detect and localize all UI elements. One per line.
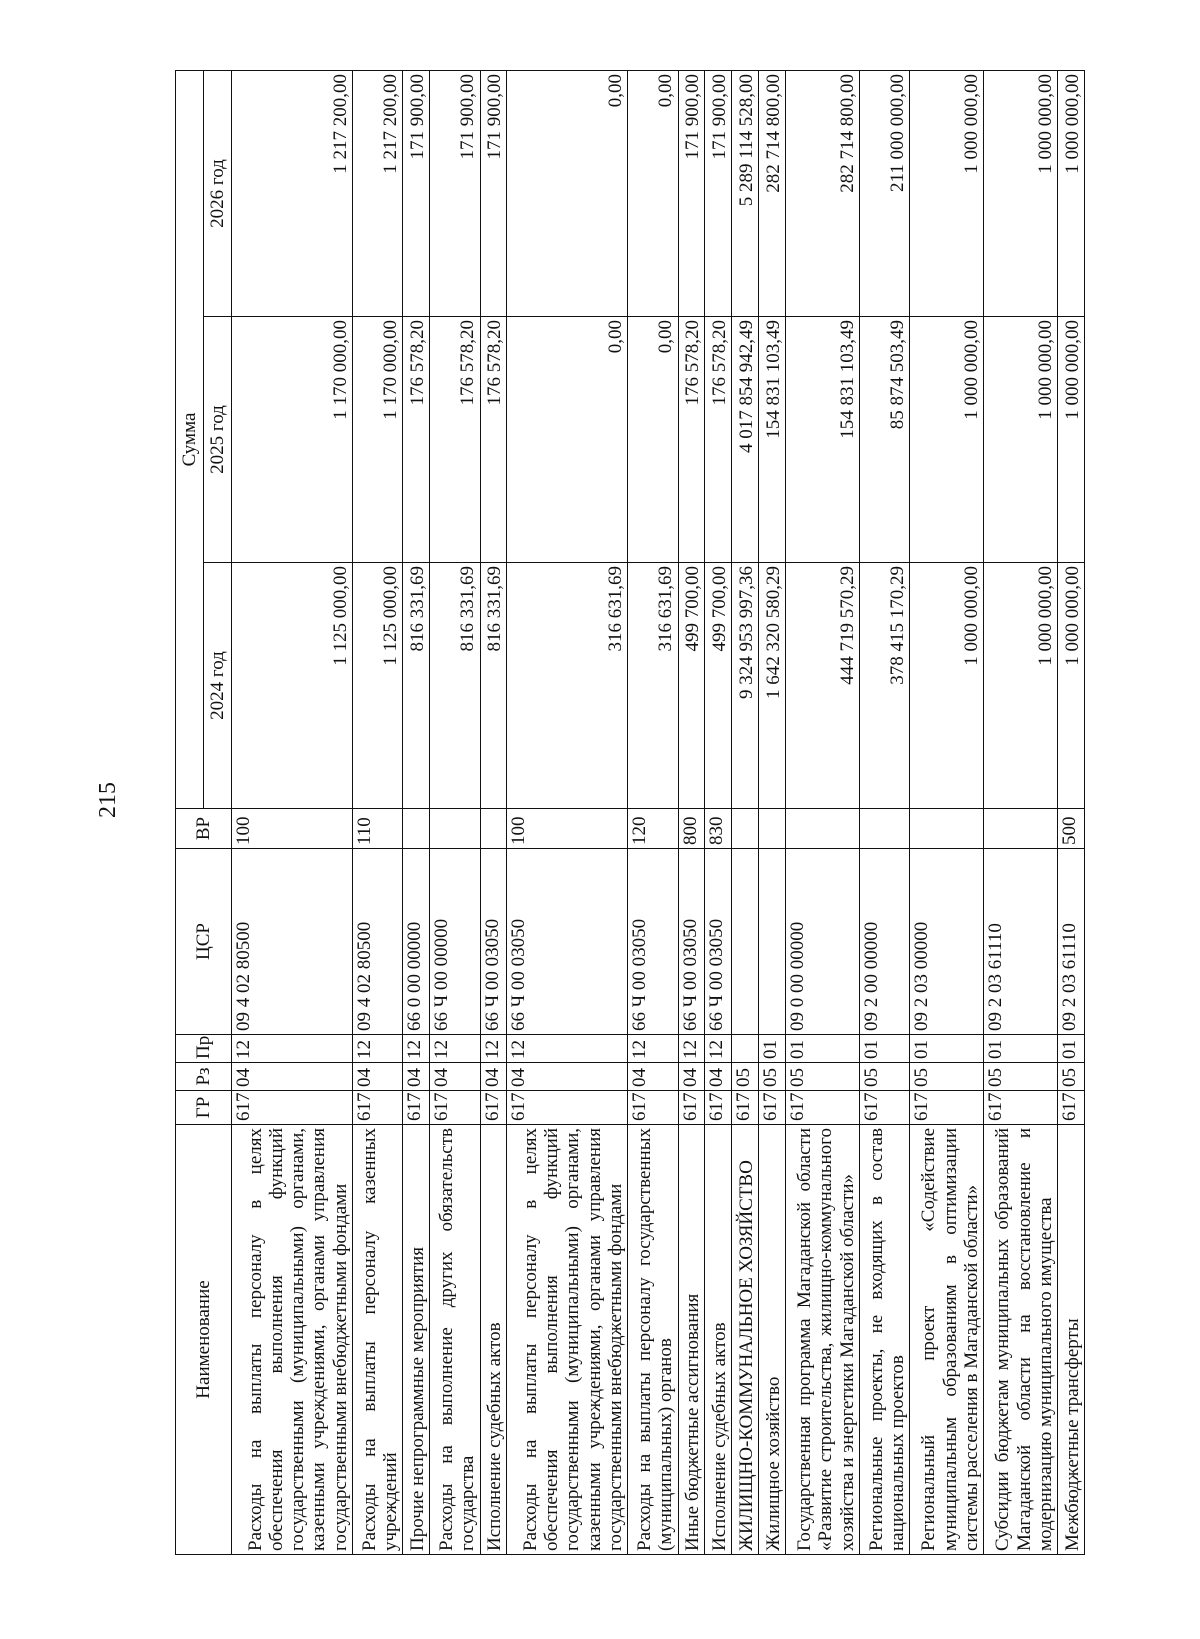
cell-csr: 09 2 03 61110 <box>984 849 1058 1035</box>
cell-pr: 12 <box>628 1035 678 1063</box>
cell-name: Расходы на выплаты персоналу в целях обеспечения выполнения функций государственными (муниципальными) органами, казенными учреждениями, органами управления государственными внебюджетными фондами <box>232 1125 353 1555</box>
cell-rz: 04 <box>628 1063 678 1091</box>
cell-gr: 617 <box>732 1091 759 1125</box>
cell-vr: 110 <box>352 809 402 849</box>
cell-vr <box>403 809 430 849</box>
cell-rz: 05 <box>759 1063 786 1091</box>
cell-2025: 4 017 854 942,49 <box>732 317 759 563</box>
cell-2026: 1 000 000,00 <box>910 70 984 316</box>
cell-rz: 05 <box>859 1063 909 1091</box>
header-name: Наименование <box>176 1125 232 1555</box>
cell-pr: 12 <box>352 1035 402 1063</box>
cell-gr: 617 <box>910 1091 984 1125</box>
cell-2025: 0,00 <box>507 317 628 563</box>
cell-csr <box>732 849 759 1035</box>
cell-2024: 499 700,00 <box>678 563 705 809</box>
cell-2026: 1 217 200,00 <box>352 70 402 316</box>
cell-csr: 66 0 00 00000 <box>403 849 430 1035</box>
cell-gr: 617 <box>430 1091 480 1125</box>
cell-gr: 617 <box>984 1091 1058 1125</box>
cell-gr: 617 <box>759 1091 786 1125</box>
table-row <box>507 70 628 1554</box>
cell-csr <box>759 849 786 1035</box>
table-header <box>176 70 232 1554</box>
cell-2024: 816 331,69 <box>480 563 507 809</box>
cell-2026: 0,00 <box>507 70 628 316</box>
table-row <box>1058 70 1085 1554</box>
cell-csr: 66 Ч 00 03050 <box>705 849 732 1035</box>
cell-vr: 800 <box>678 809 705 849</box>
cell-2024: 1 000 000,00 <box>910 563 984 809</box>
cell-2024: 316 631,69 <box>628 563 678 809</box>
cell-2026: 0,00 <box>628 70 678 316</box>
cell-csr: 09 2 03 61110 <box>1058 849 1085 1035</box>
cell-name: Расходы на выплаты персоналу государственных (муниципальных) органов <box>628 1125 678 1555</box>
cell-2024: 499 700,00 <box>705 563 732 809</box>
cell-csr: 09 2 03 00000 <box>910 849 984 1035</box>
table-row <box>759 70 786 1554</box>
cell-2025: 176 578,20 <box>480 317 507 563</box>
cell-2024: 378 415 170,29 <box>859 563 909 809</box>
cell-2026: 282 714 800,00 <box>786 70 860 316</box>
cell-vr <box>430 809 480 849</box>
cell-vr: 120 <box>628 809 678 849</box>
cell-rz: 04 <box>430 1063 480 1091</box>
page-number: 215 <box>95 782 121 818</box>
cell-pr: 01 <box>984 1035 1058 1063</box>
cell-rz: 04 <box>480 1063 507 1091</box>
cell-gr: 617 <box>786 1091 860 1125</box>
cell-name: Региональные проекты, не входящих в состав национальных проектов <box>859 1125 909 1555</box>
cell-vr: 500 <box>1058 809 1085 849</box>
cell-gr: 617 <box>480 1091 507 1125</box>
cell-rz: 04 <box>705 1063 732 1091</box>
cell-csr: 09 4 02 80500 <box>352 849 402 1035</box>
cell-2025: 1 000 000,00 <box>910 317 984 563</box>
cell-name: Жилищное хозяйство <box>759 1125 786 1555</box>
cell-2025: 176 578,20 <box>705 317 732 563</box>
cell-2025: 176 578,20 <box>430 317 480 563</box>
cell-csr: 66 Ч 00 03050 <box>507 849 628 1035</box>
cell-gr: 617 <box>705 1091 732 1125</box>
table-body <box>232 70 1085 1554</box>
cell-pr <box>732 1035 759 1063</box>
cell-name: Региональный проект «Содействие муниципальным образованиям в оптимизации системы расселения в Магаданской области» <box>910 1125 984 1555</box>
cell-2025: 1 000 000,00 <box>1058 317 1085 563</box>
table-row <box>403 70 430 1554</box>
table-row <box>786 70 860 1554</box>
cell-gr: 617 <box>678 1091 705 1125</box>
cell-rz: 05 <box>786 1063 860 1091</box>
cell-vr <box>732 809 759 849</box>
cell-rz: 05 <box>984 1063 1058 1091</box>
header-sum: Сумма <box>176 70 204 808</box>
cell-name: Субсидии бюджетам муниципальных образований Магаданской области на восстановление и модернизацию муниципального имущества <box>984 1125 1058 1555</box>
cell-vr <box>859 809 909 849</box>
cell-gr: 617 <box>507 1091 628 1125</box>
cell-rz: 04 <box>507 1063 628 1091</box>
table-row <box>480 70 507 1554</box>
cell-2026: 171 900,00 <box>480 70 507 316</box>
cell-2026: 171 900,00 <box>403 70 430 316</box>
cell-gr: 617 <box>859 1091 909 1125</box>
cell-csr: 09 2 00 00000 <box>859 849 909 1035</box>
cell-gr: 617 <box>352 1091 402 1125</box>
header-pr: Пр <box>176 1035 232 1063</box>
header-2025: 2025 год <box>204 317 232 563</box>
cell-2024: 9 324 953 997,36 <box>732 563 759 809</box>
cell-vr: 100 <box>232 809 353 849</box>
table-row <box>705 70 732 1554</box>
cell-2025: 1 170 000,00 <box>352 317 402 563</box>
header-rz: Рз <box>176 1063 232 1091</box>
cell-pr: 12 <box>480 1035 507 1063</box>
cell-pr: 12 <box>403 1035 430 1063</box>
cell-name: Исполнение судебных актов <box>705 1125 732 1555</box>
table-row <box>352 70 402 1554</box>
header-csr: ЦСР <box>176 849 232 1035</box>
cell-pr: 12 <box>232 1035 353 1063</box>
cell-rz: 04 <box>232 1063 353 1091</box>
cell-2024: 1 000 000,00 <box>1058 563 1085 809</box>
cell-2025: 154 831 103,49 <box>786 317 860 563</box>
cell-name: Иные бюджетные ассигнования <box>678 1125 705 1555</box>
cell-pr: 12 <box>705 1035 732 1063</box>
cell-pr: 01 <box>859 1035 909 1063</box>
cell-gr: 617 <box>1058 1091 1085 1125</box>
cell-csr: 66 Ч 00 03050 <box>628 849 678 1035</box>
cell-name: Межбюджетные трансферты <box>1058 1125 1085 1555</box>
cell-vr <box>759 809 786 849</box>
header-2026: 2026 год <box>204 70 232 316</box>
cell-csr: 66 Ч 00 03050 <box>678 849 705 1035</box>
cell-name: Исполнение судебных актов <box>480 1125 507 1555</box>
table-row <box>678 70 705 1554</box>
cell-csr: 66 Ч 00 03050 <box>480 849 507 1035</box>
cell-2026: 211 000 000,00 <box>859 70 909 316</box>
cell-pr: 12 <box>507 1035 628 1063</box>
cell-2024: 1 000 000,00 <box>984 563 1058 809</box>
cell-2026: 1 000 000,00 <box>1058 70 1085 316</box>
cell-2026: 5 289 114 528,00 <box>732 70 759 316</box>
cell-2026: 171 900,00 <box>430 70 480 316</box>
cell-name: Государственная программа Магаданской области «Развитие строительства, жилищно-коммунального хозяйства и энергетики Магаданской области» <box>786 1125 860 1555</box>
cell-2026: 282 714 800,00 <box>759 70 786 316</box>
cell-pr: 01 <box>910 1035 984 1063</box>
cell-csr: 66 Ч 00 00000 <box>430 849 480 1035</box>
cell-name: Расходы на выполнение других обязательств государства <box>430 1125 480 1555</box>
cell-rz: 04 <box>678 1063 705 1091</box>
cell-name: ЖИЛИЩНО-КОММУНАЛЬНОЕ ХОЗЯЙСТВО <box>732 1125 759 1555</box>
cell-vr <box>786 809 860 849</box>
cell-pr: 01 <box>1058 1035 1085 1063</box>
table-row <box>910 70 984 1554</box>
cell-name: Расходы на выплаты персоналу в целях обеспечения выполнения функций государственными (муниципальными) органами, казенными учреждениями, органами управления государственными внебюджетными фондами <box>507 1125 628 1555</box>
cell-2025: 0,00 <box>628 317 678 563</box>
cell-pr: 01 <box>759 1035 786 1063</box>
cell-pr: 12 <box>430 1035 480 1063</box>
cell-vr: 100 <box>507 809 628 849</box>
cell-2024: 816 331,69 <box>430 563 480 809</box>
cell-2026: 171 900,00 <box>705 70 732 316</box>
cell-2026: 1 217 200,00 <box>232 70 353 316</box>
table-row <box>628 70 678 1554</box>
cell-2024: 1 125 000,00 <box>352 563 402 809</box>
cell-rz: 05 <box>910 1063 984 1091</box>
cell-2025: 176 578,20 <box>678 317 705 563</box>
cell-2025: 1 000 000,00 <box>984 317 1058 563</box>
cell-2025: 154 831 103,49 <box>759 317 786 563</box>
table-row <box>430 70 480 1554</box>
header-gr: ГР <box>176 1091 232 1125</box>
cell-rz: 05 <box>732 1063 759 1091</box>
cell-2026: 171 900,00 <box>678 70 705 316</box>
cell-vr: 830 <box>705 809 732 849</box>
table-row <box>232 70 353 1554</box>
cell-name: Прочие непрограммные мероприятия <box>403 1125 430 1555</box>
cell-name: Расходы на выплаты персоналу казенных учреждений <box>352 1125 402 1555</box>
table-row <box>859 70 909 1554</box>
cell-vr <box>480 809 507 849</box>
header-vr: ВР <box>176 809 232 849</box>
cell-2024: 444 719 570,29 <box>786 563 860 809</box>
cell-2025: 85 874 503,49 <box>859 317 909 563</box>
header-2024: 2024 год <box>204 563 232 809</box>
cell-gr: 617 <box>403 1091 430 1125</box>
cell-pr: 01 <box>786 1035 860 1063</box>
table-row <box>984 70 1058 1554</box>
cell-2024: 1 125 000,00 <box>232 563 353 809</box>
table-row <box>732 70 759 1554</box>
cell-gr: 617 <box>628 1091 678 1125</box>
cell-vr <box>910 809 984 849</box>
cell-rz: 04 <box>352 1063 402 1091</box>
cell-2024: 1 642 320 580,29 <box>759 563 786 809</box>
cell-csr: 09 4 02 80500 <box>232 849 353 1035</box>
budget-table <box>175 70 1085 1555</box>
cell-pr: 12 <box>678 1035 705 1063</box>
cell-2024: 316 631,69 <box>507 563 628 809</box>
cell-gr: 617 <box>232 1091 353 1125</box>
cell-rz: 05 <box>1058 1063 1085 1091</box>
cell-2024: 816 331,69 <box>403 563 430 809</box>
cell-2025: 176 578,20 <box>403 317 430 563</box>
budget-table-container <box>175 71 1085 1555</box>
cell-rz: 04 <box>403 1063 430 1091</box>
cell-vr <box>984 809 1058 849</box>
cell-2025: 1 170 000,00 <box>232 317 353 563</box>
cell-2026: 1 000 000,00 <box>984 70 1058 316</box>
cell-csr: 09 0 00 00000 <box>786 849 860 1035</box>
